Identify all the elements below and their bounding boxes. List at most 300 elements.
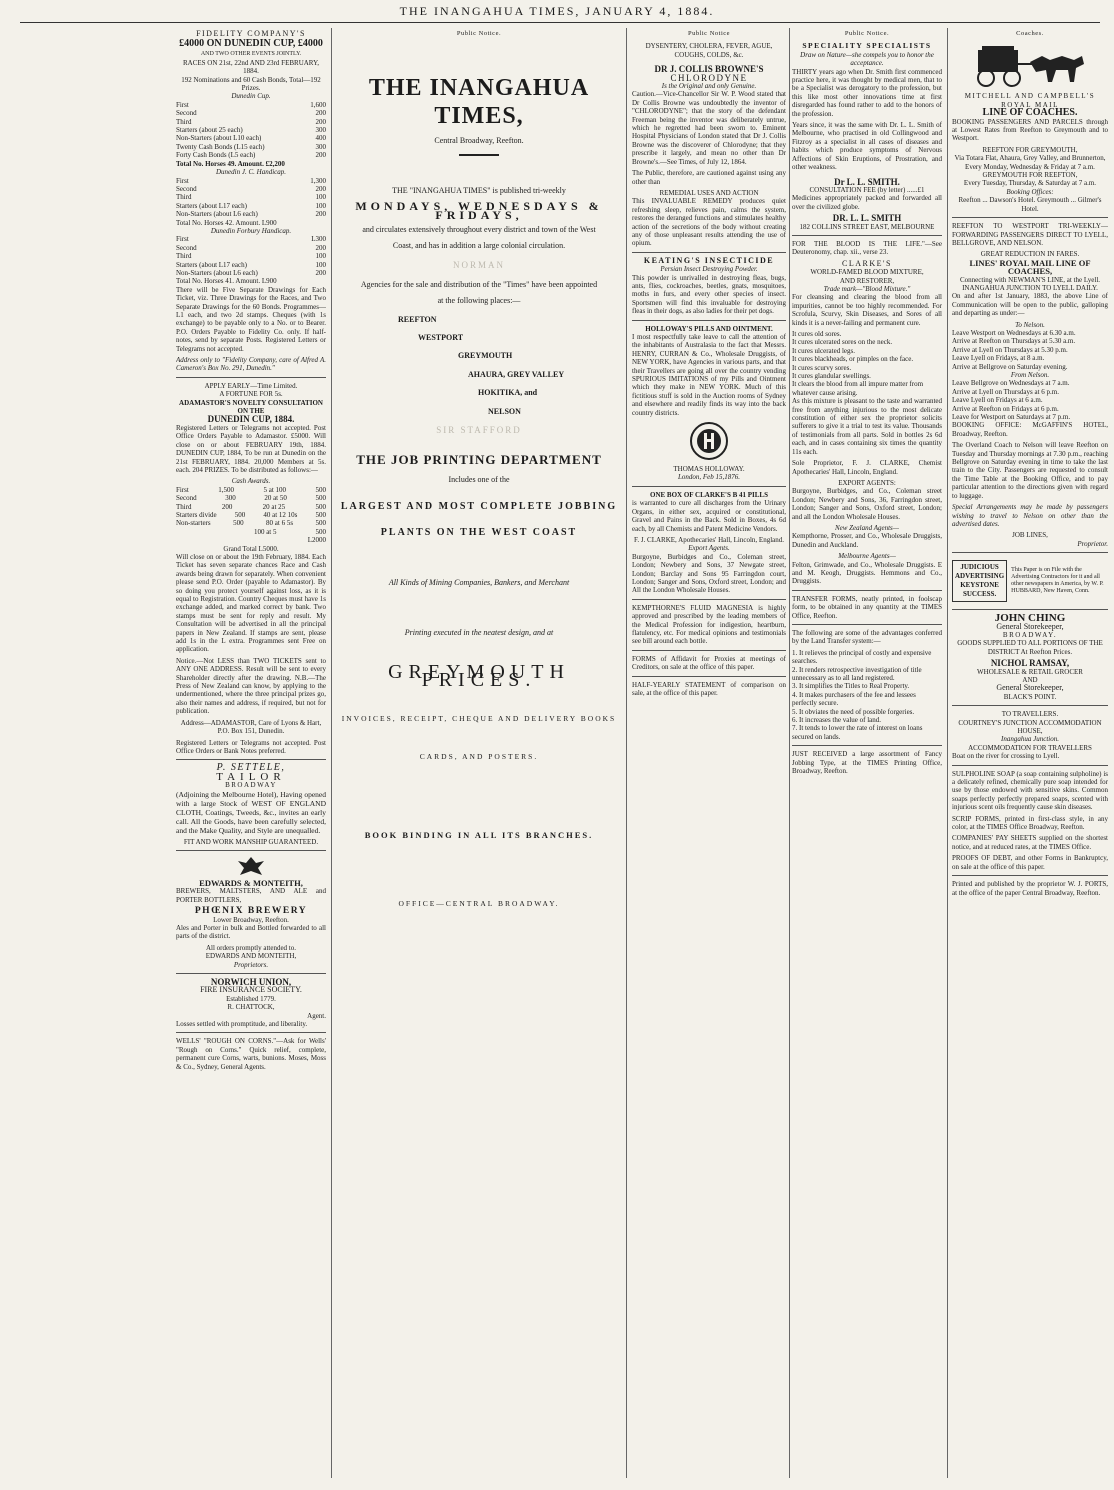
prize-row [176,151,326,159]
prize-row [176,109,326,117]
prize-row [176,101,326,109]
award-cell: 500 [315,519,326,528]
fidelity-sub: AND TWO OTHER EVENTS JOINTLY. [200,51,302,58]
cards: CARDS, AND POSTERS. [419,751,539,761]
adamastor-head: ADAMASTOR'S NOVELTY CONSULTATION ON THE [179,398,323,416]
section-header: Public Notice. [456,30,502,37]
schedule-item: Leave Bellgrove on Wednesdays at 7 a.m. [952,379,1070,388]
apply-early: APPLY EARLY—Time Limited. [204,381,298,390]
blood-prop: Sole Proprietor, F. J. CLARKE, Chemist Apothecaries' Hall, Lincoln, England. [792,459,942,476]
storekeeper: General Storekeeper, [996,621,1064,631]
prize-row [176,252,326,260]
settele-name: P. SETTELE, [216,762,286,774]
award-row [176,511,326,519]
clarkes-head: ONE BOX OF CLARKE'S B 41 PILLS [650,490,768,499]
proprietor: Proprietor. [1077,539,1108,548]
award-row [176,494,326,502]
nz-text: Kempthorne, Prosser, and Co., Wholesale Druggists, Dunedin and Auckland. [792,532,942,549]
prize-row [176,261,326,269]
coast: Coast, and has in addition a large colonial circulation. [392,241,566,251]
published: THE "INANGAHUA TIMES" is published tri-weekly [392,186,566,196]
award-cell: 5 at 100 [263,485,287,494]
dysentery: DYSENTERY, CHOLERA, FEVER, AGUE, COUGHS, COLDS, &c. [645,42,773,59]
to-nelson: To Nelson. [1015,320,1045,329]
kempthorne: KEMPTHORNE'S FLUID MAGNESIA is highly approved and prescribed by the leading members of the Medical Profession for indigestion, heartburn, flatulency, etc. For medical opinions and testimonials see bill around each bottle. [632,603,786,646]
booking-office: BOOKING OFFICE: McGAFFIN'S HOTEL, Broadway, Reefton. [952,421,1108,438]
lines-royal-mail: LINES' ROYAL MAIL LINE OF COACHES, [969,257,1091,277]
export-text: Burgoyne, Burbidges, and Co., Coleman street London; Newbery and Sons, 36, Farringdon street, London; Sanger and Sons, Oxford street, London; and all the London Wholesale Houses. [792,487,942,521]
advantage-item: 6. It increases the value of land. [792,716,882,725]
melb-agents: Melbourne Agents— [838,552,896,561]
imprint: Printed and published by the proprietor W. J. PORTS, at the office of the paper Central Broadway, Reefton. [952,880,1108,897]
prize-value: 200 [315,117,326,126]
blacks-point: BLACK'S POINT. [1003,692,1057,701]
prize-label: Non-Starters (about L6 each) [176,210,258,219]
booking-offices: Booking Offices: [1006,187,1054,196]
bleed-through: NORMAN [452,260,505,271]
award-cell: Second [176,494,197,503]
job-lines: JOB LINES, [1012,531,1048,540]
award-row [176,519,326,527]
cash-head: Cash Awards. [231,477,271,486]
award-cell: First [176,485,189,494]
prize-label: Starters (about L17 each) [176,260,247,269]
mitchell: MITCHELL AND CAMPBELL'S [964,92,1096,101]
award-row [176,503,326,511]
prize-row [176,210,326,218]
column-rule [626,28,627,1478]
races-line: RACES ON 21st, 22nd AND 23rd FEBRUARY, 1884. [182,58,319,76]
masthead-rule [20,22,1100,23]
section-header: Coaches. [1016,30,1044,37]
prize-value: 1,600 [310,100,326,109]
paper-address: Central Broadway, Reefton. [434,136,524,146]
from-nelson: From Nelson. [1010,371,1050,379]
smith-text: Years since, it was the same with Dr. L. L. Smith of Melbourne, who practised in old Collingwood and Fitzroy as a specialist in all cases of diseases and habits which produce symptoms of Nervous Affections of Skin Eruptions, of Prostration, and other weakness. [792,121,942,172]
trade-mark: Trade mark—"Blood Mixture." [823,284,911,293]
prize-value: 100 [315,201,326,210]
prize-row [176,235,326,243]
adamastor-text-2: Will close on or about the 19th February, 1884. Each Ticket has seven separate chances Race and Cash awards being drawn for separately. When convenient please send P.O. Order (payable to Adamastor). By so doing you protect yourself against loss, as it is equal to Registration. Country Cheques must have 1s exchange added, and marked correct by bank. Two stamps must be sent for reply and result. My Consultation will be advertised in all the principal papers in New Zealand. If stamps are sent, please add 1s in the L extra. Programmes sent Free on application. [176,552,326,654]
schedule-item: Leave Lyell on Fridays at 6 a.m. [952,396,1043,405]
award-cell: 500 [315,485,326,494]
edwards-sub: BREWERS, MALTSTERS, AND ALE and PORTER BOTTLERS, [176,887,326,904]
place-4: HOKITIKA, and [478,388,538,398]
melb-text: Felton, Grimwade, and Co., Wholesale Druggists. E and M. Keogh, Druggists. Hemmons and Co., Druggists. [792,560,942,586]
award-cell: 20 at 50 [264,494,287,503]
judicious-1: JUDICIOUS [960,563,999,572]
general-storekeeper: General Storekeeper, [996,683,1064,693]
lower-broadway: Lower Broadway, Reefton. [213,915,289,924]
fidelity-cup: £4000 ON DUNEDIN CUP, £4000 [179,38,323,50]
forms: FORMS of Affidavit for Proxies at meetings of Creditors, on sale at the office of this paper. [632,654,786,672]
prize-row [176,126,326,134]
judicious-2: ADVERTISING [955,572,1005,581]
half-yearly: HALF-YEARLY STATEMENT of comparison on sale, at the office of this paper. [632,680,786,697]
prize-label: Third [176,117,192,126]
column-rule [331,28,332,1478]
advantage-item: 3. It simplifies the Titles to Real Property. [792,682,910,691]
award-cell: 80 at 6 5s [266,519,294,528]
greymouth-prices: GREYMOUTH PRICES. [388,660,570,692]
award-cell: 500 [233,519,244,528]
schedule-to-nelson [952,329,1108,371]
prize-value: 300 [315,142,326,151]
losses: Losses settled with promptitude, and liberality. [176,1020,308,1029]
schedule-item: Leave for Westport on Saturdays at 7 p.m. [952,413,1071,422]
award-cell: Non-starters [176,519,211,528]
award-cell: 500 [315,510,326,519]
award-cell: 500 [315,502,326,511]
prize-value: 100 [315,252,326,261]
nz-agents: New Zealand Agents— [834,523,900,532]
dunedin-cup-1884: DUNEDIN CUP, 1884. [207,414,295,425]
prize-value: 100 [315,260,326,269]
edwards-sig: EDWARDS AND MONTEITH, [205,952,297,961]
prize-value: 200 [315,151,326,160]
keatings-sub: Persian Insect Destroying Powder. [660,265,758,274]
keystone-badge [952,560,1007,602]
prize-label: Second [176,109,197,118]
prize-label: Second [176,243,197,252]
advantage-item: 1. It relieves the principal of costly and expensive searches. [792,648,932,666]
sulpholine: SULPHOLINE SOAP (a soap containing sulpholine) is a delicately refined, chemically pure soap intended for use by those endowed with sensitive skins. Common soaps perfectly perfectly prepared soaps, scented with injurious scent oils frequently cause skin diseases. [952,769,1108,812]
prize-value: 200 [315,210,326,219]
prize-label: Second [176,184,197,193]
prize-value: 400 [315,134,326,143]
advantage-item: 7. It tends to lower the rate of interest on loans secured on lands. [792,724,923,741]
award-cell: 300 [225,494,236,503]
section-header: Public Notice [687,30,731,37]
prize-value: 200 [315,184,326,193]
cures-list [792,330,942,397]
award-cell: Third [176,502,192,511]
draw: Draw on Nature—she compels you to honor the acceptance. [800,50,934,68]
cure-item: It cures scurvy sores. [792,363,852,372]
prize-value: 200 [315,109,326,118]
masthead: THE INANGAHUA TIMES, JANUARY 4, 1884. [399,4,715,18]
cup-rows [176,101,326,160]
judicious-4: SUCCESS. [962,590,997,599]
prize-row [176,185,326,193]
prize-row [176,269,326,277]
trademark-seal-icon [689,421,729,461]
column-4 [792,30,942,1480]
prize-value: 200 [315,268,326,277]
schedule-from-nelson [952,379,1108,421]
wholesale: WHOLESALE & RETAIL GROCER [977,667,1083,676]
proofs: PROOFS OF DEBT, and other Forms in Bankruptcy, on sale at the office of this paper. [952,854,1108,871]
to-travellers: TO TRAVELLERS. [1001,710,1059,719]
consultation: CONSULTATION FEE (by letter) ......£1 [809,185,925,194]
prize-label: Third [176,252,192,261]
jan-1: On and after 1st January, 1883, the above Line of Communication will be open to the public, galloping and departing as under:— [952,292,1108,318]
prize-row [176,244,326,252]
proprietors: Proprietors. [233,960,269,969]
thirty-years: THIRTY years ago when Dr. Smith first commenced practice here, it was thought by medical men, that to be a Specialist was derogatory to the profession, but this like most other innovations time at first disregarded has found rather to add to the honors of the profession. [792,67,942,118]
restorer: AND RESTORER, [839,276,895,285]
award-cell: 500 [315,494,326,503]
holloway-head: HOLLOWAY'S PILLS AND OINTMENT. [645,324,773,333]
adamastor-text: Registered Letters or Telegrams not accepted. Post Office Orders Payable to Adamastor. £5000. Will close on or about FEBRUARY 19th, 1884. DUNEDIN CUP, 1884, To be run at Dunedin on the 21st FEBRUARY, 1884. 20,000 Members at 5s. each. 204 PRIZES. To be distributed as follows:— [176,423,326,474]
schedule-item: Arrive at Bellgrove on Saturday evening. [952,362,1068,371]
public-caution: The Public, therefore, are cautioned against using any other than [632,169,786,186]
prize-row [176,202,326,210]
accommodation: ACCOMMODATION FOR TRAVELLERS [968,743,1092,752]
smith-addr: 182 COLLINS STREET EAST, MELBOURNE [799,222,935,231]
invaluable: This INVALUABLE REMEDY produces quiet refreshing sleep, relieves pain, calms the system, restores the deranged functions and stimulates healthy action of the secretions of the body without creating any of those unpleasant results attending the use of opium. [632,197,786,248]
junction: Inangahua Junction. [1001,735,1059,744]
handicap-head: Dunedin J. C. Handicap. [216,168,286,177]
offices: Reefton ... Dawson's Hotel. Greymouth ... Gilmer's Hotel. [958,196,1102,213]
stagecoach-icon [970,42,1090,90]
schedule-item: Arrive at Lyell on Thursdays at 5.30 p.m. [952,345,1068,354]
prize-row [176,193,326,201]
column-3 [632,30,786,1480]
award-cell: 500 [234,510,246,519]
dunedin-cup-head: Dunedin Cup. [231,92,271,101]
grand-total: Grand Total L5000. [223,544,279,553]
section-header: Public Notice. [844,30,890,37]
scrip: SCRIP FORMS, printed in first-class style, in any color, at the TIMES Office Broadway, Reefton. [952,814,1108,832]
chlorodyne: CHLORODYNE [670,72,748,83]
paper-title: THE INANGAHUA TIMES, [368,75,590,130]
place-1: WESTPORT [418,333,464,343]
prize-row [176,177,326,185]
smith-head-2: DR. L. L. SMITH [832,213,902,224]
prize-row [176,118,326,126]
award-row [176,486,326,494]
connecting: Connecting with NEWMAN'S LINE, at the Lyell. [959,275,1101,284]
holloway-sig: THOMAS HOLLOWAY. [673,465,745,474]
blood-text: For cleansing and clearing the blood from all impurities, cannot be too highly recommended. For Scrofula, Scurvy, Skin Diseases, and Sores of all kinds it is a never-failing and permanent cure. [792,293,942,327]
bleed-through: SIR STAFFORD [436,425,522,436]
smith-head: Dr L. L. SMITH. [834,176,900,187]
tailor: TAILOR [216,770,286,783]
advantage-item: 4. It makes purchasers of the fee and lessees perfectly secure. [792,690,916,708]
holloway-text: I most respectfully take leave to call the attention of the inhabitants of Australasia to the fact that Messrs. HENRY, CURRAN & Co., Wholesale Druggists, of NEW YORK, have Agencies in various parts, and that their Travellers are going all over the country vending SPURIOUS IMITATIONS of my Pills and Ointment which they make in NEW YORK. Much of this fictitious stuff is sold in the Auction rooms of Sydney and elsewhere and readily finds its way into the back country districts. [632,333,786,417]
cure-item: It cures glandular swellings. [792,372,871,381]
prize-label: Non-Starters (about L6 each) [176,268,258,277]
column-2 [338,30,620,1480]
collis-browne: DR J. COLLIS BROWNE'S [654,64,764,75]
and: AND [1022,675,1038,684]
largest: LARGEST AND MOST COMPLETE JOBBING [340,500,618,512]
adamastor-reg: Registered Letters or Telegrams not accepted. Post Office Orders or Bank Notes preferred. [176,738,326,755]
caution: Caution.—Vice-Chancellor Sir W. P. Wood stated that Dr Collis Browne was undoubtedly the inventor of "CHLORODYNE"; that the story of the defendant Freeman being the inventor was deliberately untrue, which he regretted had been sworn to. Eminent Hospital Physicians of London stated that Dr J. Collis Browne was the discoverer of Chlorodyne; that they prescribe it largely, and mean no other than Dr Browne's.—See Times, of July 12, 1864. [632,90,786,166]
prize-label: First [176,235,189,244]
adamastor-address: Address—ADAMASTOR, Care of Lyons & Hart, P.O. Box 151, Dunedin. [180,718,322,736]
schedule-item: Arrive at Reefton on Fridays at 6 p.m. [952,404,1059,413]
printing: Printing executed in the neatest design, and at [404,627,554,637]
place-2: GREYMOUTH [458,351,513,361]
includes: Includes one of the [448,474,510,484]
awards-sub: L2000 [307,536,326,545]
award-cell: 100 at 5 [253,527,277,536]
westport: REEFTON TO WESTPORT TRI-WEEKLY—FORWARDING PASSENGERS DIRECT TO LYELL, BELLGROVE, AND NELSON. [952,222,1108,247]
world-famed: WORLD-FAMED BLOOD MIXTURE, [810,268,924,277]
handicap-total: Total No. Horses 42. Amount. L900 [176,218,277,227]
advantages-list [792,649,942,741]
prize-value: L300 [311,235,326,244]
award-row [176,528,326,536]
holloway-date: London, Feb 15,1876. [677,473,741,482]
circulates: and circulates extensively throughout every district and town of the West [362,225,596,235]
blood-text-2: As this mixture is pleasant to the taste and warranted free from anything injurious to the most delicate constitution of either sex the proprietor solicits sufferers to give it a trial to test its value. Thousands of testimonials from all parts. Sold in bottles 2s 6d each, and in cases containing six times the quantity 11s each. [792,397,942,456]
clarkes: CLARKE'S [842,258,892,268]
every-2: Every Tuesday, Thursday, & Saturday at 7 a.m. [963,179,1097,188]
cure-item: It cures blackheads, or pimples on the face. [792,355,914,364]
nominations: 192 Nominations and 60 Cash Bonds, Total—192 Prizes. [181,75,321,93]
companies: COMPANIES' PAY SHEETS supplied on the shortest notice, and at reduced rates, at the TIMES Office. [952,834,1108,851]
bookbinding: BOOK BINDING IN ALL ITS BRANCHES. [364,830,594,841]
advantages: The following are some of the advantages conferred by the Land Transfer system:— [792,629,942,646]
clarkes-prop: F. J. CLARKE, Apothecaries' Hall, Lincoln, England. [633,535,784,544]
schedule-item: Arrive at Reefton on Thursdays at 5.30 a.m. [952,337,1076,346]
prize-label: Starters (about L17 each) [176,201,247,210]
prize-label: Forty Cash Bonds (L5 each) [176,151,256,160]
medicines: Medicines appropriately packed and forwarded all over the civilized globe. [792,194,942,211]
export-head: Export Agents. [688,544,730,553]
prize-label: First [176,176,189,185]
forbury-head: Dunedin Forbury Handicap. [210,226,292,235]
fortune: A FORTUNE FOR 5s. [219,390,283,399]
forbury-total: Total No. Horses 41. Amount. L900 [176,277,277,286]
judicious-3: KEYSTONE [960,581,999,590]
orders: All orders promptly attended to. [205,943,296,952]
phoenix-brewery: PHŒNIX BREWERY [194,906,308,917]
prize-row [176,134,326,142]
prize-value: 1,300 [310,176,326,185]
advantage-item: 5. It obviates the need of possible forgeries. [792,707,915,716]
award-cell: 500 [315,527,326,536]
prize-value: 100 [315,193,326,202]
fidelity-title: FIDELITY COMPANY'S [196,30,306,38]
transfer: TRANSFER FORMS, neatly printed, in foolscap form, to be obtained in any quantity at the TIMES Office, Reefton. [792,594,942,620]
fit-work: FIT AND WORK MANSHIP GUARANTEED. [183,837,319,846]
cure-item: It clears the blood from all impure matter from whatever cause arising. [792,380,924,397]
cure-item: It cures old sores. [792,330,842,338]
award-cell: 20 at 25 [262,502,286,511]
place-3: AHAURA, GREY VALLEY [468,369,565,379]
advantage-item: 2. It renders retrospective investigation of title unnecessary as to all land registered. [792,665,922,683]
goods: GOODS SUPPLIED TO ALL PORTIONS OF THE DISTRICT At Reefton Prices. [957,639,1103,656]
agencies: Agencies for the sale and distribution of the "Times" have been appointed [360,279,598,289]
following: at the following places:— [437,295,521,305]
established: Established 1779. [226,994,276,1003]
reduction: GREAT REDUCTION IN FARES. [980,250,1080,259]
wells: WELLS' "ROUGH ON CORNS."—Ask for Wells' "Rough on Corns." Quick relief, complete, permanent cure Corns, warts, bunions. Moses, Moss & Co., Sydney, General Agents. [176,1037,326,1071]
agent: Agent. [307,1011,326,1020]
notice-text: Notice.—Not LESS than TWO TICKETS sent to ANY ONE ADDRESS. Result will be sent to every Shareholder directly after the drawing. N.B.—The Press of New Zealand can know, by applying to the undermentioned, where the three principal prizes go, also their names and address, if required, but not for publication. [176,656,326,716]
ching-broadway: BROADWAY. [1002,630,1058,639]
column-5 [952,30,1108,1480]
royal-mail: ROYAL MAIL [1001,100,1059,109]
job-printing-head: THE JOB PRINTING DEPARTMENT [356,452,602,468]
cup-total: Total No. Horses 49. Amount. £2,200 [176,159,285,168]
special: Special Arrangements may be made by passengers wishing to travel to Nelson on other than the advertised dates. [952,503,1108,528]
plants: PLANTS ON THE WEST COAST [380,527,578,539]
award-cell: 1,500 [218,485,235,494]
invoices: INVOICES, RECEIPT, CHEQUE AND DELIVERY BOOKS [341,713,617,723]
chattock: R. CHATTOCK, [227,1003,275,1012]
nichol-ramsay: NICHOL RAMSAY, [990,658,1070,669]
boat: Boat on the river for crossing to Lyell. [952,752,1060,761]
clarkes-text: is warranted to cure all discharges from the Urinary Organs, in either sex, acquired or constitutional, Gravel and Pains in the Back. Sold in Boxes, 4s 6d each, by all Chemists and Patent Medicine Vendors. [632,499,786,533]
booking: BOOKING PASSENGERS AND PARCELS through at Lowest Rates from Reefton to Greymouth and to Westport. [952,117,1108,143]
paper-file: This Paper is on File with the Advertising Contractors for it and all other newspapers in America, by W. P. HUBBARD, New Haven, Conn. [1011,567,1104,595]
overland: The Overland Coach to Nelson will leave Reefton on Tuesday and Thursday mornings at 7.30 p.m., reaching Bellgrove on Saturday evening in time to take the last train to the City. Passengers are requested to consult the Time Table at the Booking Office, and to pay particular attention to the directions given with regard to luggage. [952,441,1108,500]
judicious-ad [952,557,1108,605]
prize-label: Non-Starters (about L10 each) [176,134,262,143]
inangahua-junction: INANGAHUA JUNCTION TO LYELL DAILY. [962,283,1098,292]
award-cell: 200 [221,502,233,511]
every: Every Monday, Wednesday & Friday at 7 a.m. [965,162,1095,171]
edwards-text: Ales and Porter in bulk and Bottled forwarded to all parts of the district. [176,923,326,941]
schedule-item: Leave Lyell on Fridays, at 8 a.m. [952,354,1045,363]
keatings-head: KEATING'S INSECTICIDE [643,255,775,265]
schedule-item: Arrive at Lyell on Thursdays at 6 p.m. [952,387,1059,396]
schedule-item: Leave Westport on Wednesdays at 6.30 a.m. [952,328,1076,337]
norwich: NORWICH UNION, [210,977,292,987]
remedial-head: REMEDIAL USES AND ACTION [659,188,759,197]
prize-value: 300 [315,126,326,135]
handicap-rows [176,177,326,219]
prize-label: Starters (about 25 each) [176,126,243,135]
prize-label: First [176,100,189,109]
reefton-grey: REEFTON FOR GREYMOUTH, [982,145,1078,154]
award-cell: 40 at 12 10s [263,510,298,519]
column-rule [947,28,948,1478]
fire: FIRE INSURANCE SOCIETY. [200,985,302,995]
line-of-coaches: LINE OF COACHES. [982,107,1078,119]
forbury-rows [176,235,326,277]
column-rule [789,28,790,1478]
genuine: Is the Original and only Genuine. [661,82,757,91]
export-head: EXPORT AGENTS: [838,478,896,487]
just-received: JUST RECEIVED a large assortment of Fancy Jobbing Type, at the TIMES Printing Office, Broadway, Reefton. [792,750,942,776]
broadway: BROADWAY [225,781,277,790]
prize-label: Third [176,193,192,202]
column-1 [176,30,326,1480]
prize-value: 200 [315,243,326,252]
award-rows [176,486,326,536]
blood-verse: FOR THE BLOOD IS THE LIFE."—See Deuteronomy, chap. xii., verse 23. [792,239,942,257]
cure-item: It cures ulcerated legs. [792,346,855,355]
cure-item: It cures ulcerated sores on the neck. [792,338,893,347]
keatings-text: This powder is unrivalled in destroying fleas, bugs, ants, flies, cockroaches, beetles, gnats, mosquitoes, moths in furs, and every other species of insect. Sportsmen will find this invaluable for destroying fleas in their dogs, as also ladies for their pet dogs. [632,273,786,316]
speciality: SPECIALITY SPECIALISTS [802,41,932,51]
prize-row [176,143,326,151]
edwards-head: EDWARDS & MONTEITH, [199,877,303,888]
publishing-days: MONDAYS, WEDNESDAYS & FRIDAYS, [355,199,603,222]
prize-label: Twenty Cash Bonds (L15 each) [176,142,265,151]
grey-reefton: GREYMOUTH FOR REEFTON, [982,171,1078,180]
crest-icon [236,855,266,877]
place-5: NELSON [488,406,521,416]
export-list: Burgoyne, Burbidges and Co., Coleman street, London; Newbery and Sons, 37 Newgate street, London; Barclay and Sons 95 Farringdon court, London; Sanger and Sons, Oxford street, London; and All the London Wholesale Houses. [632,552,786,595]
via: Via Totara Flat, Ahaura, Grey Valley, and Brunnerton, [954,154,1106,163]
fidelity-text: There will be Five Separate Drawings for Each Ticket, viz. Three Drawings for the Races, and Two Separate Drawings for the 60 Bonds. Programmes—L1 each, and two 2d stamps. Cheques (with 1s exchange) to be payable only to a No. or to Bearer. P.O. Orders Payable to Fidelity Co. only. If half-notes, send by separate Posts. Registered Letters or Telegrams not accepted. [176,285,326,353]
award-cell: Starters divide [176,510,217,519]
fidelity-address: Address only to "Fidelity Company, care of Alfred A. Cameron's Box No. 291, Dunedin." [176,356,326,373]
all-kinds: All Kinds of Mining Companies, Bankers, and Merchant [388,577,570,587]
place-0: REEFTON [398,314,437,324]
john-ching: JOHN CHING [994,612,1066,625]
office: OFFICE—CENTRAL BROADWAY. [398,898,560,908]
tailor-text: (Adjoining the Melbourne Hotel), Having opened with a large Stock of WEST OF ENGLAND CLOTH, Coatings, Tweeds, &c., invites an early call. All the Goods, have been carefully selected, and the Make Quality, and Style are unequalled. [176,789,326,835]
courtney: COURTNEY'S JUNCTION ACCOMMODATION HOUSE, [958,718,1102,735]
